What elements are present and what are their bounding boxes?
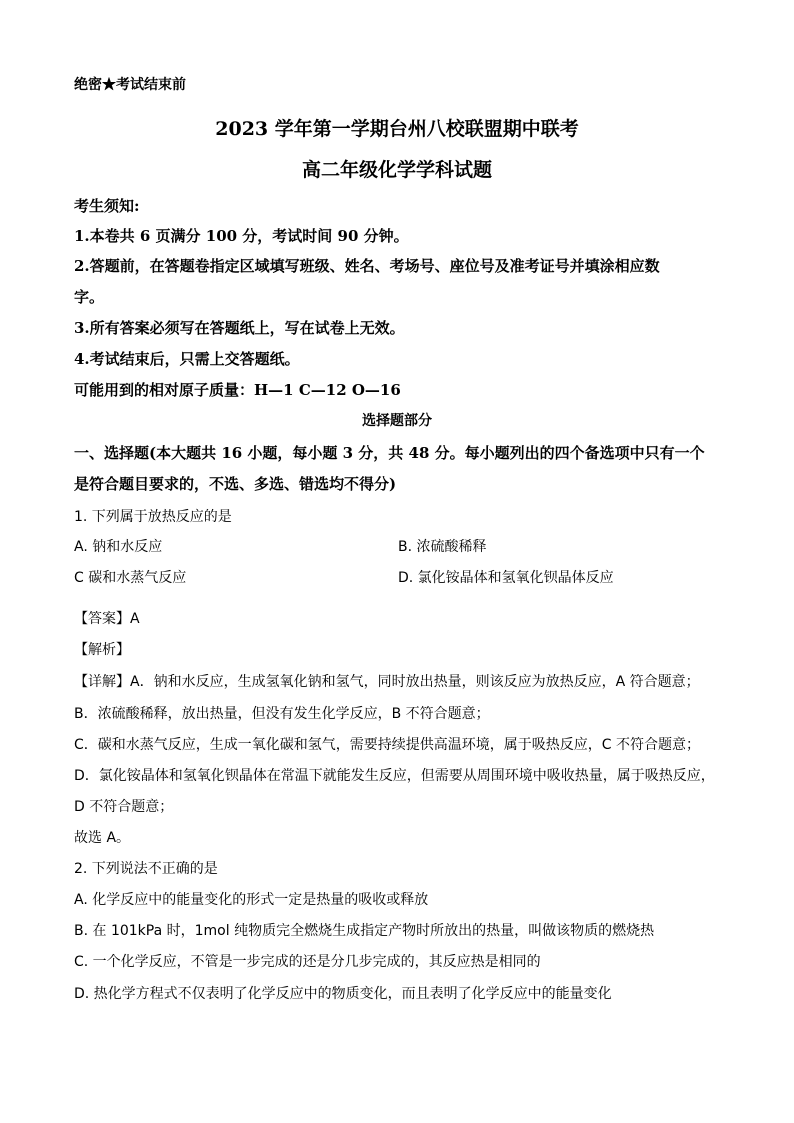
q1-answer: 【答案】A (74, 611, 140, 627)
exam-subtitle: 高二年级化学学科试题 (301, 159, 492, 181)
exam-title: 2023 学年第一学期台州八校联盟期中联考 (215, 118, 579, 140)
q1-option-c: C 碳和水蒸气反应 (74, 570, 187, 586)
notice-heading: 考生须知: (74, 197, 140, 215)
section-intro-1: 一、选择题(本大题共 16 小题，每小题 3 分，共 48 分。每小题列出的四个备选项中只有一个 (74, 444, 705, 462)
notice-item-2-cont: 字。 (74, 288, 105, 306)
q1-stem: 1. 下列属于放热反应的是 (74, 509, 232, 525)
notice-item-3: 3.所有答案必须写在答题纸上，写在试卷上无效。 (74, 319, 405, 337)
atomic-mass-line: 可能用到的相对原子质量：H—1 C—12 O—16 (74, 381, 401, 399)
q1-detail-6: 故选 A。 (74, 830, 131, 846)
q1-option-d: D. 氯化铵晶体和氢氧化钡晶体反应 (398, 570, 614, 586)
q2-option-c: C. 一个化学反应，不管是一步完成的还是分几步完成的，其反应热是相同的 (74, 954, 541, 970)
section-heading: 选择题部分 (362, 413, 432, 429)
notice-item-4: 4.考试结束后，只需上交答题纸。 (74, 350, 300, 368)
section-intro-2: 是符合题目要求的，不选、多选、错选均不得分) (74, 475, 397, 493)
q1-detail-1: 【详解】A．钠和水反应，生成氢氧化钠和氢气，同时放出热量，则该反应为放热反应，A 符合题意； (74, 674, 700, 690)
notice-item-1: 1.本卷共 6 页满分 100 分，考试时间 90 分钟。 (74, 227, 409, 245)
q1-detail-3: C．碳和水蒸气反应，生成一氧化碳和氢气，需要持续提供高温环境，属于吸热反应，C 不符合题意； (74, 737, 700, 753)
notice-item-2: 2.答题前，在答题卷指定区域填写班级、姓名、考场号、座位号及准考证号并填涂相应数 (74, 257, 660, 275)
confidential-label: 绝密★考试结束前 (74, 77, 186, 93)
q1-option-a: A. 钠和水反应 (74, 539, 163, 555)
q2-option-d: D. 热化学方程式不仅表明了化学反应中的物质变化，而且表明了化学反应中的能量变化 (74, 986, 612, 1002)
q2-stem: 2. 下列说法不正确的是 (74, 861, 218, 877)
q1-detail-5: D 不符合题意； (74, 799, 174, 815)
q1-option-b: B. 浓硫酸稀释 (398, 539, 487, 555)
q1-analysis-label: 【解析】 (74, 642, 130, 658)
q1-detail-2: B．浓硫酸稀释，放出热量，但没有发生化学反应，B 不符合题意； (74, 706, 490, 722)
q1-detail-4: D．氯化铵晶体和氢氧化钡晶体在常温下就能发生反应，但需要从周围环境中吸收热量，属于吸热反应， (74, 768, 715, 784)
q2-option-a: A. 化学反应中的能量变化的形式一定是热量的吸收或释放 (74, 892, 429, 908)
q2-option-b: B. 在 101kPa 时，1mol 纯物质完全燃烧生成指定产物时所放出的热量，叫做该物质的燃烧热 (74, 923, 655, 939)
